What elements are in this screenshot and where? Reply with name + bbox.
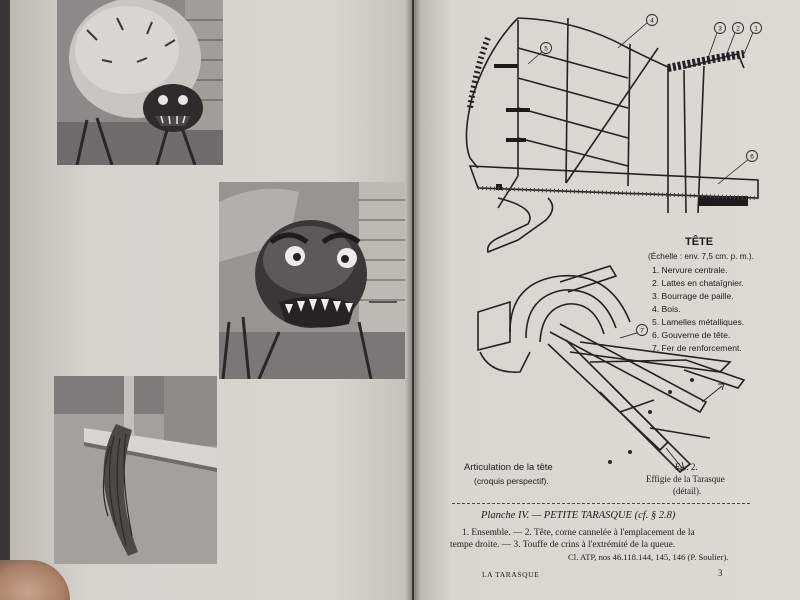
legend-item-1: 1. Nervure centrale. — [652, 265, 728, 275]
plate-credit: Cl. ATP, nos 46.118.144, 145, 146 (P. Soulier). — [568, 552, 729, 562]
callout-4: 4 — [650, 17, 654, 25]
callout-2: 2 — [736, 25, 740, 33]
legend-item-5: 5. Lamelles métalliques. — [652, 317, 745, 327]
separator-rule — [452, 503, 750, 504]
plate-photo-2 — [219, 182, 405, 379]
articulation-subtitle: (croquis perspectif). — [474, 476, 549, 486]
legend-item-6: 6. Gouverne de tête. — [652, 330, 731, 340]
legend-item-4: 4. Bois. — [652, 304, 681, 314]
fig-label: Fig. 2. — [675, 462, 698, 472]
head-scale: (Échelle : env. 7,5 cm. p. m.). — [648, 252, 754, 261]
fig-subtitle: (détail). — [673, 486, 702, 496]
plate-photo-3 — [54, 376, 217, 564]
legend-item-3: 3. Bourrage de paille. — [652, 291, 734, 301]
plate-caption-line-1: 1. Ensemble. — 2. Tête, corne cannelée à l'emplacement de la — [462, 528, 695, 538]
callout-6: 6 — [750, 153, 754, 161]
plate-photo-1 — [57, 0, 223, 165]
fig-title: Effigie de la Tarasque — [646, 474, 725, 484]
plate-caption-line-2: tempe droite. — 3. Touffe de crins à l'extrémité de la queue. — [450, 540, 676, 550]
articulation-sketch — [470, 262, 760, 484]
callout-1: 1 — [754, 25, 758, 33]
legend-item-7: 7. Fer de renforcement. — [652, 343, 742, 353]
plate-title: Planche IV. — PETITE TARASQUE (cf. § 2.8) — [481, 510, 676, 521]
page-number: 3 — [718, 568, 723, 578]
book-gutter — [405, 0, 421, 600]
legend-item-2: 2. Lattes en chataîgnier. — [652, 278, 744, 288]
callout-3: 3 — [718, 25, 722, 33]
head-title: TÊTE — [685, 236, 714, 248]
head-section-drawing — [458, 8, 768, 258]
callout-5: 5 — [544, 45, 548, 53]
articulation-title: Articulation de la tête — [464, 462, 553, 473]
callout-7: 7 — [640, 327, 644, 335]
running-head: LA TARASQUE — [482, 570, 540, 579]
